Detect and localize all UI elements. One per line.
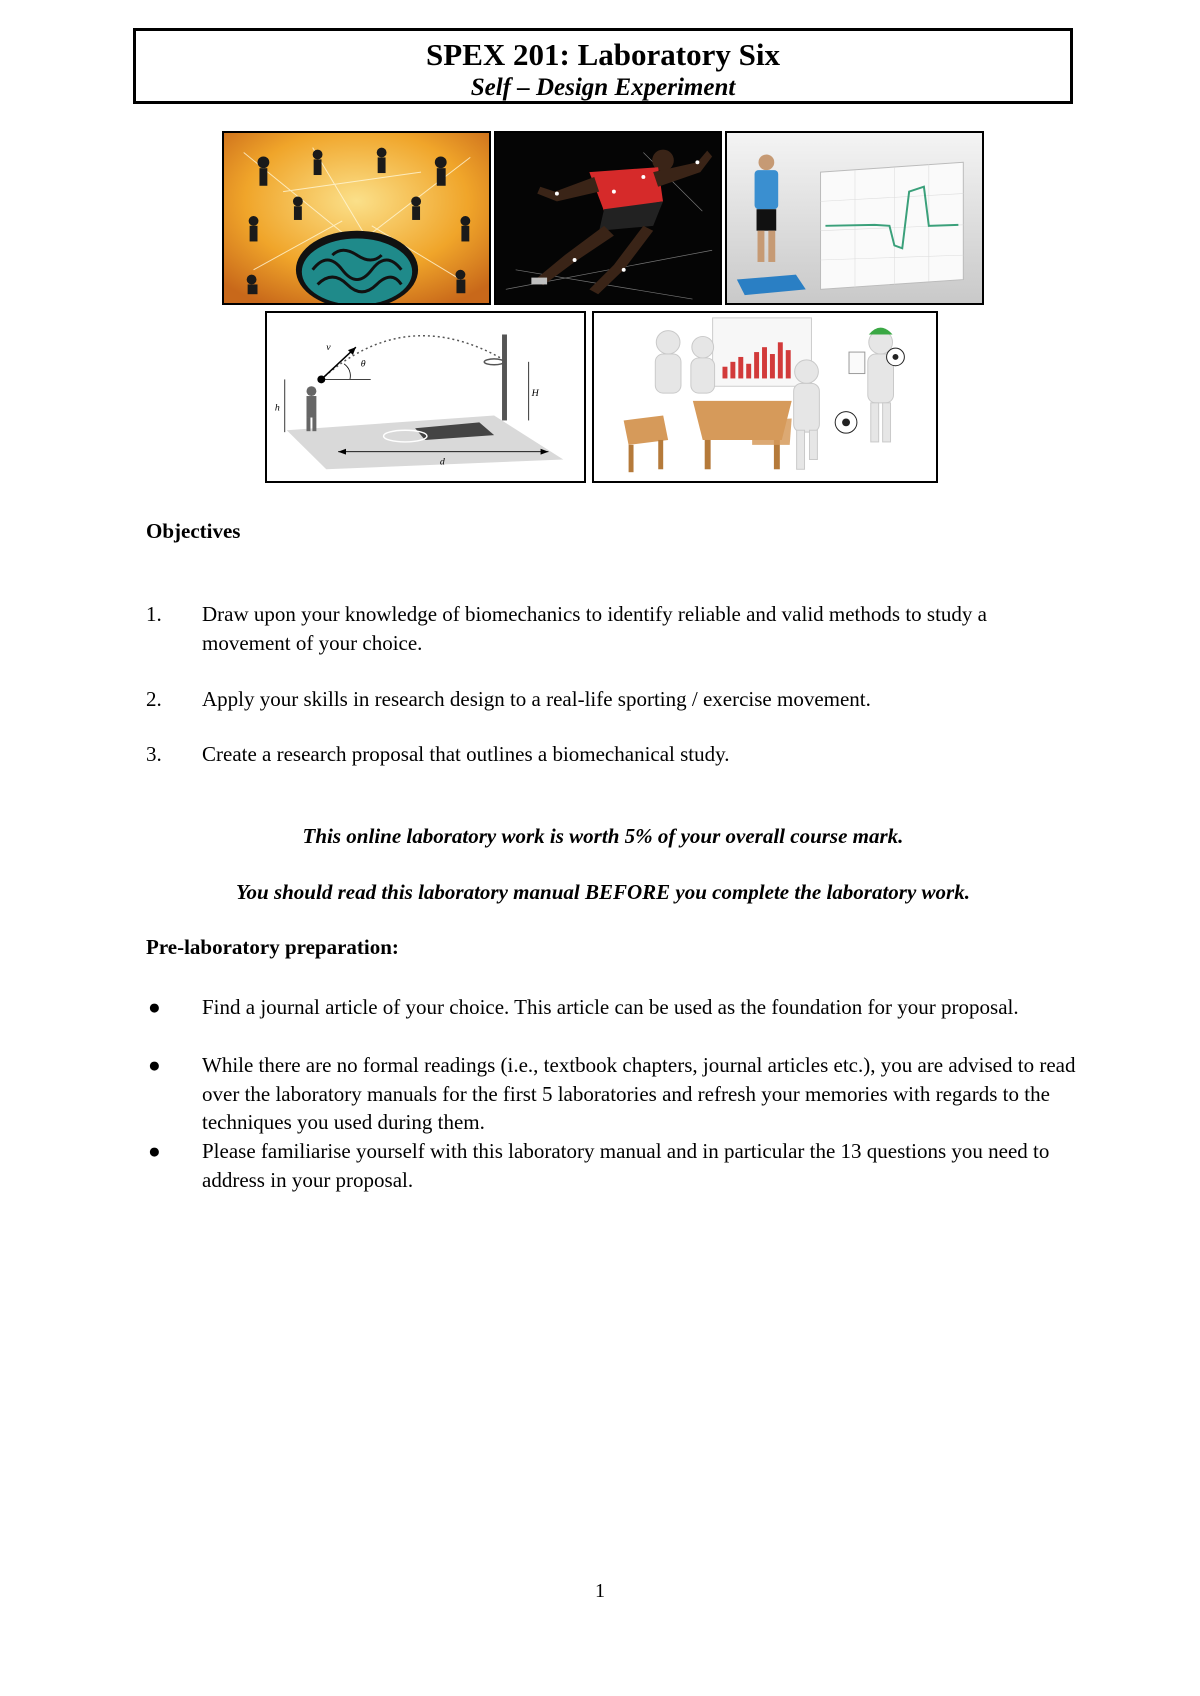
page-subtitle: Self – Design Experiment	[470, 74, 736, 101]
objective-number: 1.	[146, 602, 162, 626]
prelab-bullet	[146, 1051, 1076, 1137]
basketball-projectile-diagram-image	[265, 311, 586, 483]
page-title: SPEX 201: Laboratory Six	[426, 37, 780, 72]
objective-item	[146, 685, 1066, 714]
objective-item	[146, 740, 1066, 769]
objective-text: Create a research proposal that outlines a biomechanical study.	[202, 742, 730, 766]
objective-item	[146, 600, 1066, 658]
release-height-label: h	[274, 402, 280, 414]
bullet-icon: ●	[148, 995, 161, 1019]
prelab-bullet-text: Find a journal article of your choice. This article can be used as the foundation for your proposal.	[202, 995, 1019, 1019]
title-box	[133, 28, 1073, 104]
objective-number: 2.	[146, 687, 162, 711]
prelab-bullet-text: Please familiarise yourself with this laboratory manual and in particular the 13 questions you need to address in your proposal.	[202, 1139, 1050, 1192]
distance-label: d	[439, 456, 445, 468]
objective-number: 3.	[146, 742, 162, 766]
prelab-bullet	[146, 1137, 1076, 1194]
page-number: 1	[595, 1580, 605, 1602]
sports-brain-collage-image	[222, 131, 491, 305]
sprinter-motion-capture-image	[494, 131, 722, 305]
prelab-bullet-text: While there are no formal readings (i.e., textbook chapters, journal articles etc.), you are advised to read over the laboratory manuals for the first 5 laboratories and refresh your memories with regards to the techniques you used during them.	[202, 1053, 1076, 1134]
read-manual-note: You should read this laboratory manual BEFORE you complete the laboratory work.	[236, 880, 970, 904]
force-plate-jump-graph-image	[725, 131, 984, 305]
hoop-height-label: H	[531, 388, 539, 400]
bullet-icon: ●	[148, 1053, 161, 1077]
prelab-bullet	[146, 993, 1076, 1022]
objective-text: Apply your skills in research design to a real-life sporting / exercise movement.	[202, 687, 871, 711]
objective-text: Draw upon your knowledge of biomechanics to identify reliable and valid methods to study a movement of your choice.	[202, 602, 987, 655]
bullet-icon: ●	[148, 1139, 161, 1163]
prelab-heading: Pre-laboratory preparation:	[146, 935, 399, 959]
objectives-heading: Objectives	[146, 519, 241, 543]
team-meeting-soccer-image	[592, 311, 938, 483]
angle-label: θ	[360, 358, 366, 370]
course-mark-note: This online laboratory work is worth 5% of your overall course mark.	[302, 824, 904, 848]
velocity-label: v	[326, 342, 331, 354]
